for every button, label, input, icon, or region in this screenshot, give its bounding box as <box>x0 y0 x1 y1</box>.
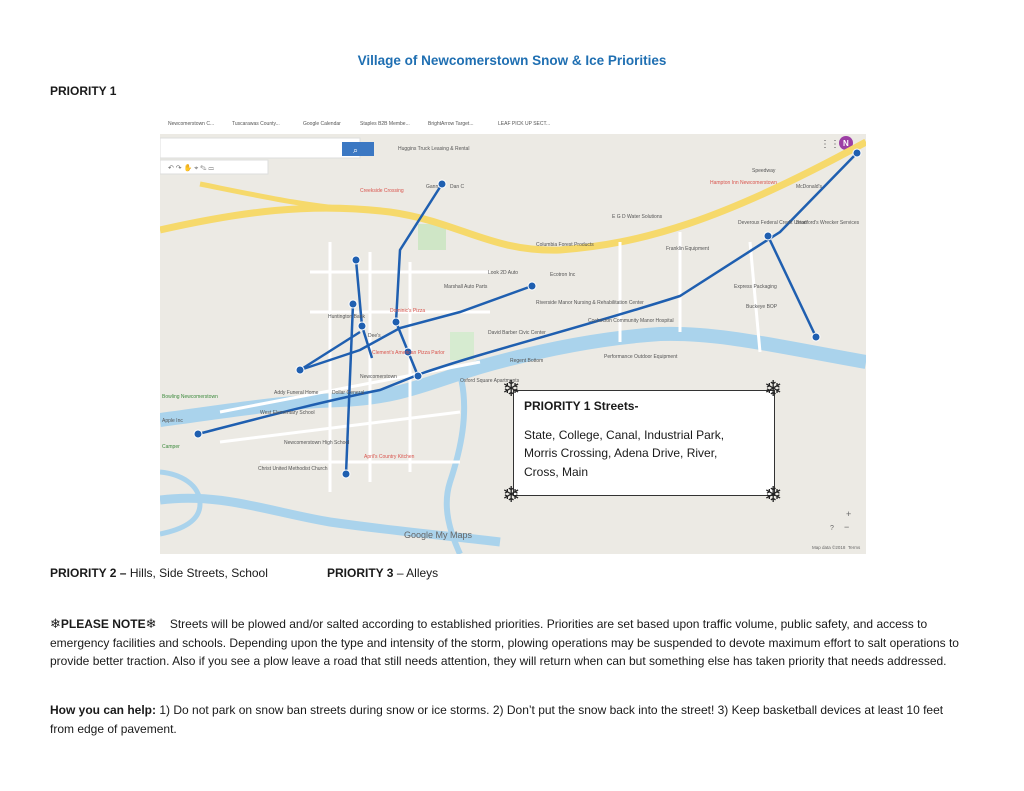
zoom-out-button: − <box>844 522 850 532</box>
snowflake-icon: ❄ <box>764 376 783 401</box>
avatar-letter: N <box>843 139 849 148</box>
place-label: Performance Outdoor Equipment <box>604 354 678 360</box>
help-icon: ? <box>830 525 834 532</box>
snowflake-icon: ❄ <box>502 482 521 507</box>
priority-2-text: Hills, Side Streets, School <box>129 566 268 580</box>
park-area <box>418 224 446 250</box>
google-watermark: Google My Maps <box>404 530 473 540</box>
place-label: Gann <box>426 184 439 190</box>
page-title: Village of Newcomerstown Snow & Ice Priorities <box>357 53 667 68</box>
park-area <box>450 332 474 360</box>
zoom-in-button: + <box>846 509 852 519</box>
priority-2-label: PRIORITY 2 – <box>50 566 127 580</box>
place-label: West Elementary School <box>260 410 315 416</box>
place-label: Dominic's Pizza <box>390 308 426 314</box>
place-label: Riverside Manor Nursing & Rehabilitation Center <box>536 300 644 306</box>
priority-3-line <box>327 566 438 580</box>
place-label: Buckeye BOP <box>746 304 778 310</box>
map-search-bar <box>160 138 360 158</box>
place-label: Ecotron Inc <box>550 272 576 278</box>
place-label: Columbia Forest Products <box>536 242 594 248</box>
place-label: Apple Inc <box>162 418 183 424</box>
how-you-can-help-paragraph <box>50 701 965 738</box>
place-label: Dollar General <box>332 390 365 396</box>
priority-3-label: PRIORITY 3 <box>327 566 394 580</box>
place-label: Clement's American Pizza Parlor <box>372 350 445 356</box>
bookmark-tab-5: BrightArrow Target... <box>428 121 474 127</box>
priority-1-heading: PRIORITY 1 <box>50 84 117 98</box>
terms-link: Terms <box>848 545 861 550</box>
place-label: Christ United Methodist Church <box>258 466 328 472</box>
place-label: Hampton Inn Newcomerstown <box>710 180 777 186</box>
please-note-label: PLEASE NOTE <box>60 617 146 631</box>
place-label: Newcomerstown <box>360 374 397 380</box>
legend-line: State, College, Canal, Industrial Park, <box>524 427 725 442</box>
place-label: Addy Funeral Home <box>274 390 319 396</box>
please-note-text: Streets will be plowed and/or salted according to established priorities. Priorities are set based upon traffic volume, public safety, and access to emergency facilities and schools. Depending upon the type and intensity of the storm, plowing operations may be suspended to devote maximum effort to salt operations to provide better traction. Also if you see a plow leave a road that still needs attention, they will return when can but something else has taken priority that needs addressed. <box>50 617 959 668</box>
place-label: Speedway <box>752 168 776 174</box>
place-label: Camper <box>162 444 180 450</box>
help-text: 1) Do not park on snow ban streets during snow or ice storms. 2) Don’t put the snow back into the street! 3) Keep basketball devices at least 10 feet from edge of pavement. <box>50 703 944 736</box>
place-label: Dan C <box>450 184 465 190</box>
please-note-paragraph <box>50 615 965 671</box>
place-label: Creekside Crossing <box>360 188 404 194</box>
map-tool-icons: ↶ ↷ ✋ ⌖ ✎ ▭ <box>168 165 214 172</box>
priority-1-legend-box <box>513 390 775 496</box>
place-label: Bowling Newcomerstown <box>162 394 218 400</box>
place-label: McDonald's <box>796 184 822 190</box>
place-label: Huntington Bank <box>328 314 365 320</box>
place-label: Deveroux Federal Credit Union <box>738 220 807 226</box>
legend-title: PRIORITY 1 Streets- <box>524 399 639 413</box>
place-label: Newcomerstown High School <box>284 440 350 446</box>
snowflake-icon: ❄ <box>145 616 157 631</box>
legend-line: Cross, Main <box>524 464 589 479</box>
place-label: Oxford Square Apartments <box>460 378 520 384</box>
bookmark-tab-2: Tuscarawas County... <box>232 121 280 127</box>
search-icon: ⌕ <box>353 145 359 155</box>
place-label: E G D Water Solutions <box>612 214 663 220</box>
snowflake-icon: ❄ <box>50 616 61 631</box>
apps-icon: ⋮⋮ <box>820 139 840 150</box>
place-label: Franklin Equipment <box>666 246 710 252</box>
bookmark-tab-1: Newcomerstown C... <box>168 121 215 127</box>
snowflake-icon: ❄ <box>764 482 783 507</box>
map-data-text: Map data ©2018 <box>812 545 846 550</box>
place-label: Bradford's Wrecker Services <box>796 220 860 226</box>
place-label: David Barber Civic Center <box>488 330 546 336</box>
bookmark-tab-3: Google Calendar <box>303 121 341 127</box>
place-label: Huggins Truck Leasing & Rental <box>398 146 470 152</box>
place-label: Regent Bottom <box>510 358 544 364</box>
priority-3-text: – Alleys <box>396 566 439 580</box>
place-label: Cochocton Community Manor Hospital <box>588 318 674 324</box>
place-label: April's Country Kitchen <box>364 454 415 460</box>
place-label: Marshall Auto Parts <box>444 284 488 290</box>
place-label: Look 2D Auto <box>488 270 519 276</box>
snowflake-icon: ❄ <box>502 376 521 401</box>
bookmark-tab-6: LEAF PICK UP SECT... <box>498 121 551 127</box>
help-label: How you can help: <box>50 703 157 717</box>
bookmark-tab-4: Staples B2B Membe... <box>360 121 410 127</box>
legend-line: Morris Crossing, Adena Drive, River, <box>524 446 718 460</box>
place-label: Express Packaging <box>734 284 777 290</box>
priority-2-line <box>50 566 268 580</box>
place-label: Dee's <box>368 333 381 339</box>
